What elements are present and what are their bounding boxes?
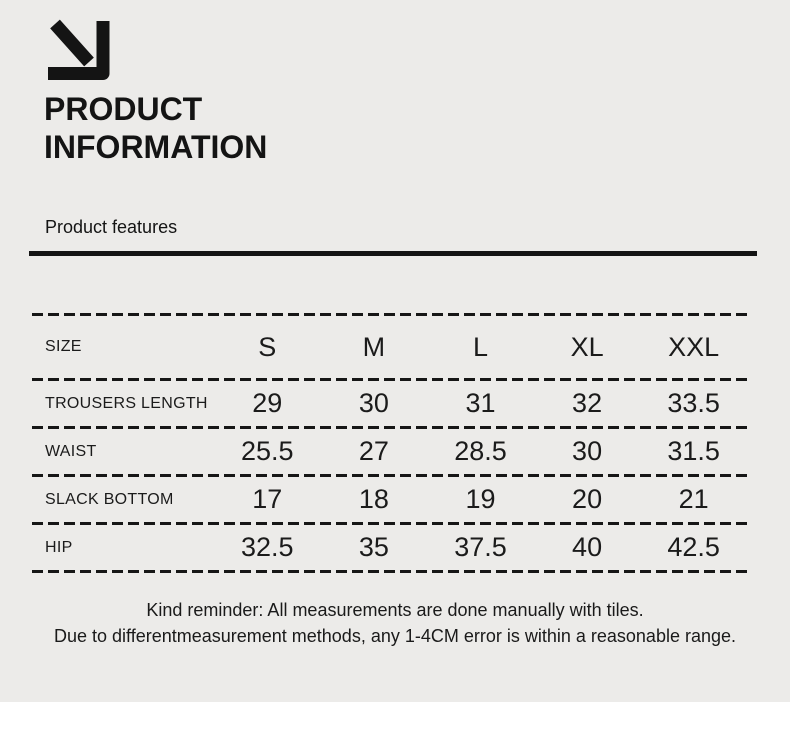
- reminder-line-2: Due to differentmeasurement methods, any 1-4CM error is within a reasonable range.: [53, 626, 736, 646]
- size-chart-table: [32, 313, 747, 573]
- arrow-down-right-icon: [46, 12, 110, 84]
- cell-s: 17: [252, 484, 283, 514]
- cell-m: M: [362, 331, 386, 362]
- row-label: SIZE: [45, 338, 82, 355]
- cell-xxl: 31.5: [667, 436, 720, 466]
- cell-s: 25.5: [241, 436, 294, 466]
- row-label: WAIST: [45, 442, 97, 460]
- cell-s: 32.5: [241, 532, 294, 562]
- size-chart-row: [32, 477, 747, 522]
- cell-l: L: [472, 331, 488, 362]
- size-chart-row: [32, 429, 747, 474]
- cell-l: 19: [465, 484, 496, 514]
- cell-s: 29: [252, 388, 283, 418]
- size-chart-row: [32, 525, 747, 570]
- cell-xxl: 42.5: [667, 532, 720, 562]
- size-chart-row: [32, 381, 747, 426]
- cell-xxl: XXL: [668, 331, 720, 362]
- cell-xl: 32: [572, 388, 603, 418]
- cell-l: 28.5: [454, 436, 507, 466]
- dashed-divider: [32, 570, 747, 573]
- cell-m: 30: [358, 388, 389, 418]
- section-label: Product features: [45, 217, 178, 237]
- cell-xl: 30: [572, 436, 603, 466]
- reminder-line-1: Kind reminder: All measurements are done manually with tiles.: [146, 600, 644, 620]
- size-chart-row: [32, 316, 747, 378]
- cell-xl: 20: [572, 484, 603, 514]
- cell-m: 27: [358, 436, 389, 466]
- row-label: HIP: [45, 538, 73, 556]
- cell-xxl: 21: [678, 484, 709, 514]
- reminder-note: [0, 597, 790, 649]
- row-label: TROUSERS LENGTH: [45, 394, 208, 412]
- page-title: PRODUCT INFORMATION: [44, 91, 268, 165]
- cell-l: 31: [465, 388, 496, 418]
- cell-xxl: 33.5: [667, 388, 720, 418]
- cell-l: 37.5: [454, 532, 507, 562]
- section-divider-rule: [29, 251, 757, 256]
- cell-s: S: [258, 331, 277, 362]
- cell-xl: 40: [572, 532, 603, 562]
- cell-m: 35: [358, 532, 389, 562]
- row-label: SLACK BOTTOM: [45, 490, 174, 508]
- cell-m: 18: [358, 484, 389, 514]
- cell-xl: XL: [570, 331, 604, 362]
